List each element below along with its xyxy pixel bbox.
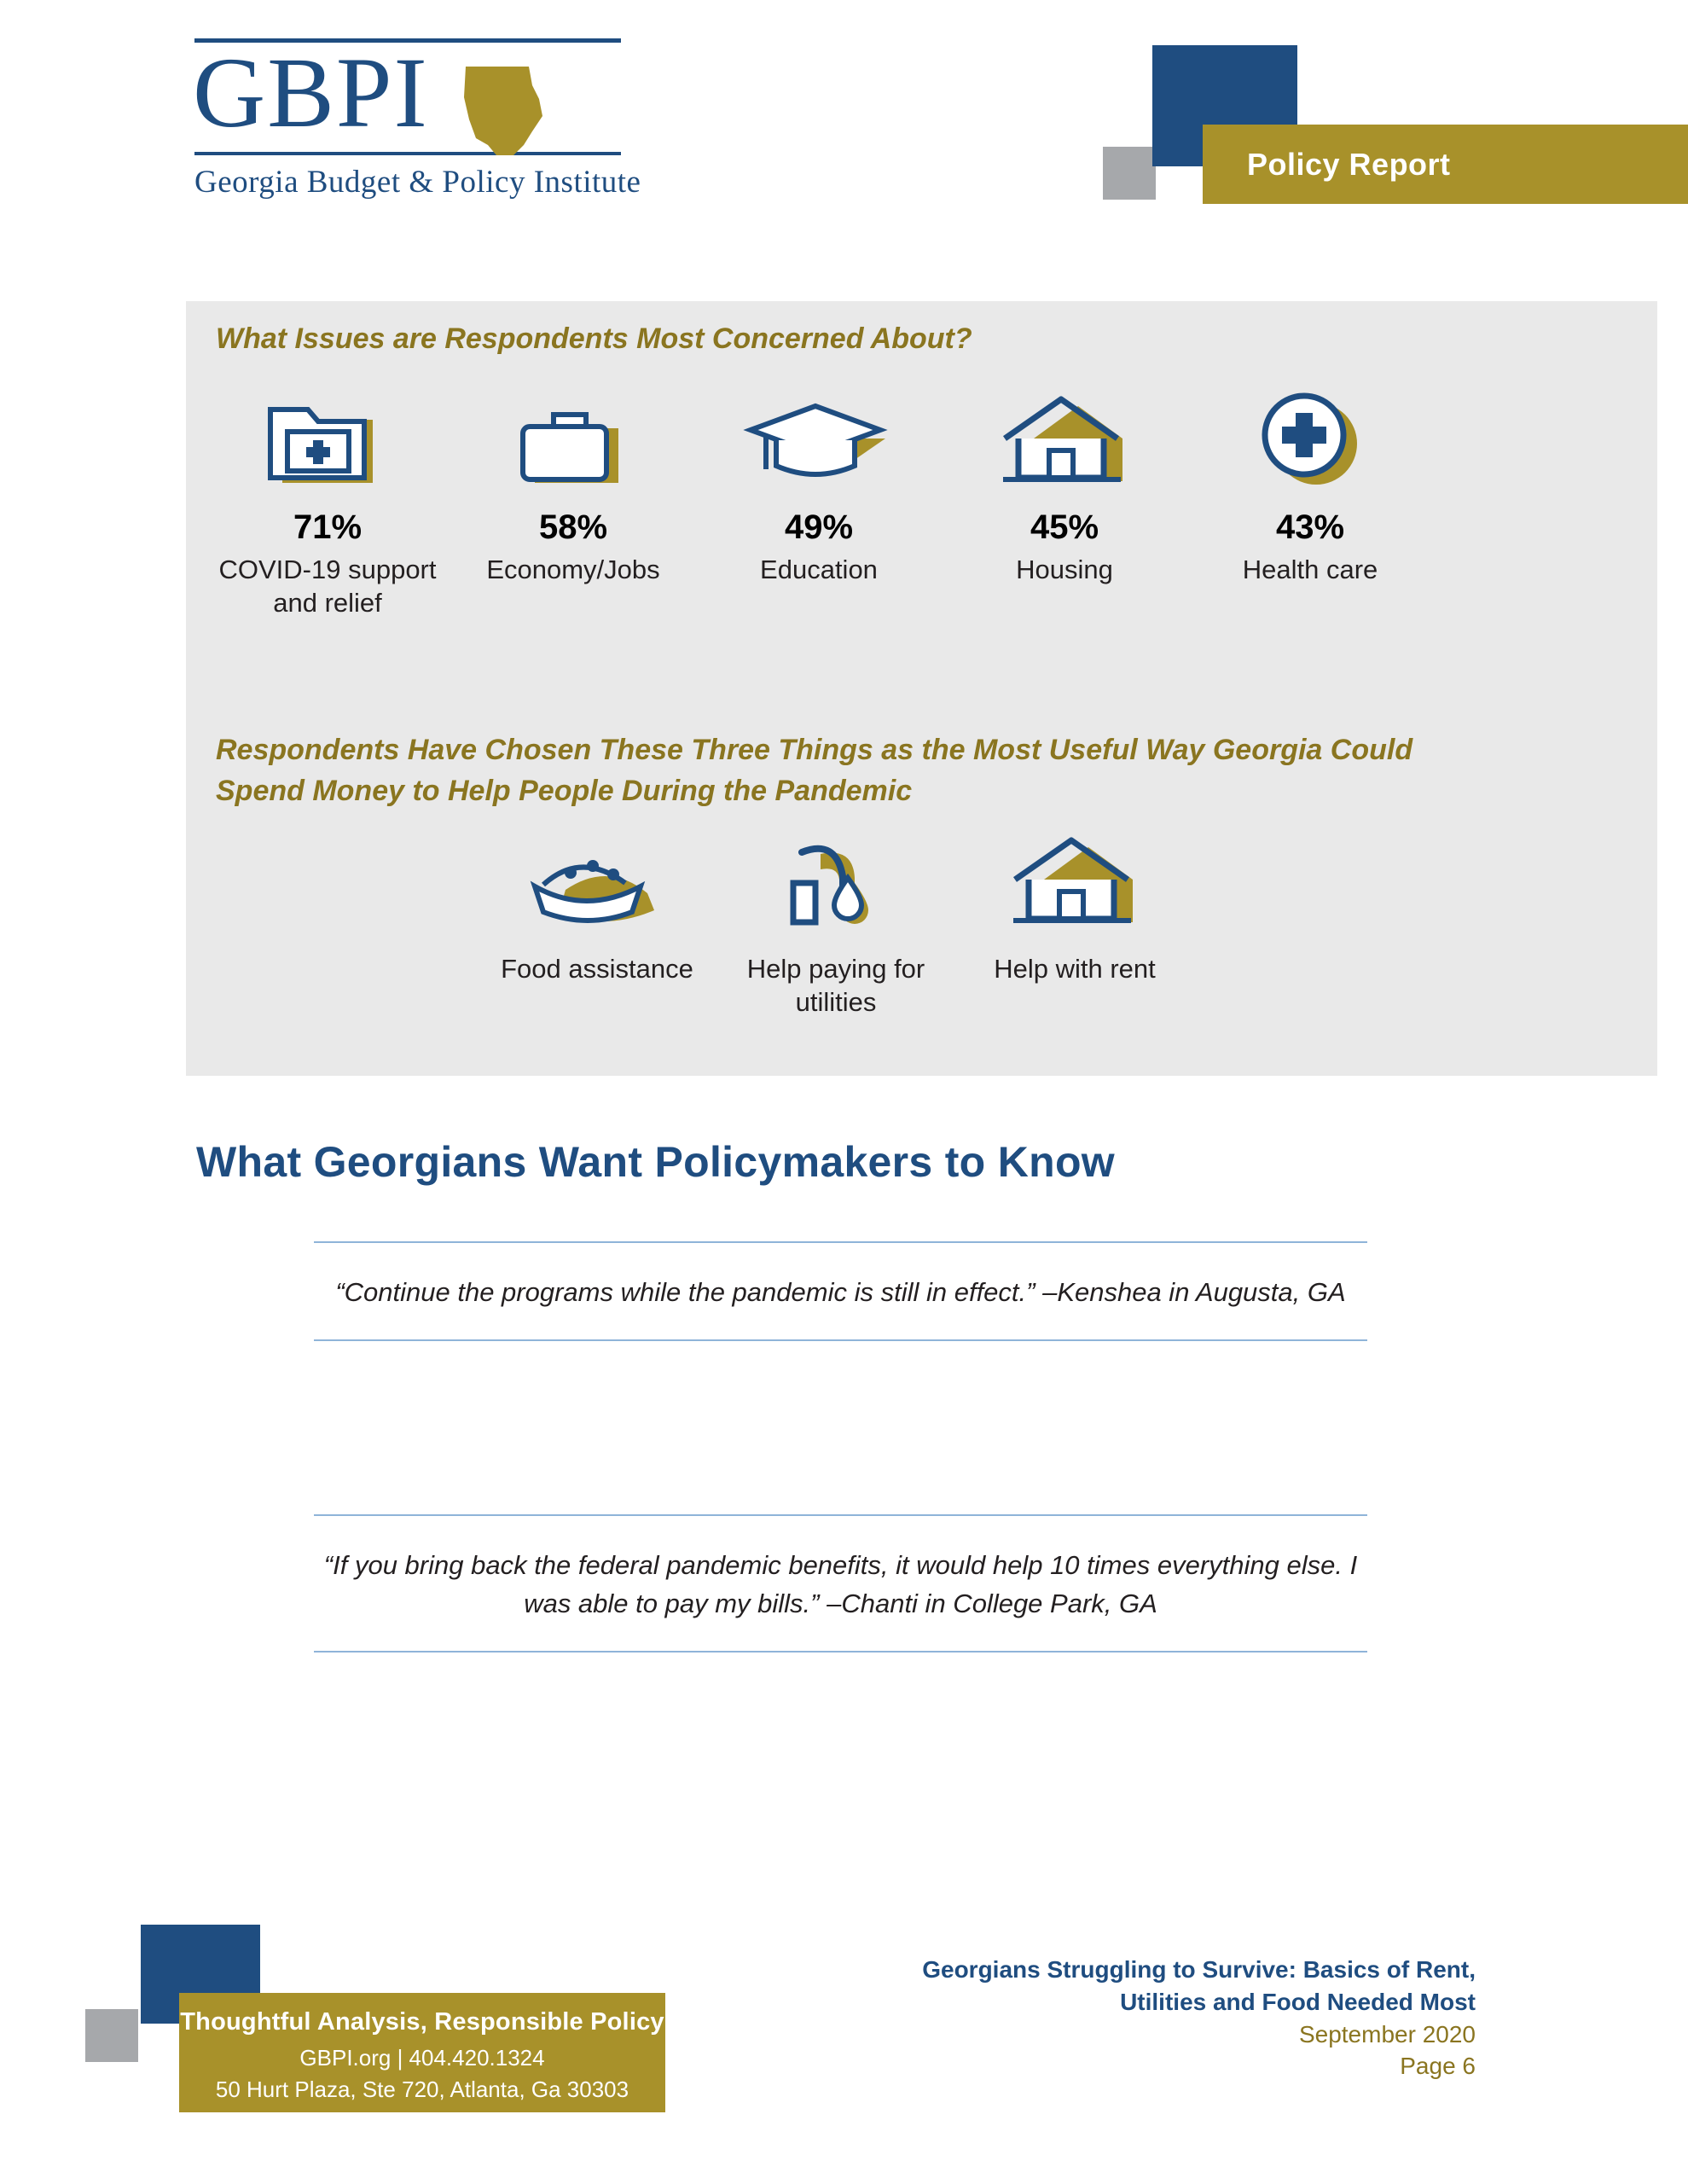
stat-percent: 43%	[1275, 508, 1345, 546]
spend-item	[716, 832, 955, 1019]
footer-tagline: Thoughtful Analysis, Responsible Policy	[180, 2008, 664, 2036]
stat-item	[205, 382, 450, 620]
stat-item	[450, 382, 696, 620]
house-icon	[942, 382, 1187, 493]
spend-label: Help paying for utilities	[746, 954, 925, 1017]
footer-contact: GBPI.org | 404.420.1324	[299, 2045, 545, 2071]
faucet-drop-icon	[716, 832, 955, 934]
footer-address: 50 Hurt Plaza, Ste 720, Atlanta, Ga 30303	[215, 2077, 629, 2102]
quote-text: “Continue the programs while the pandemic is still in effect.” –Kenshea in Augusta, GA	[335, 1277, 1346, 1307]
footer-date: September 2020	[1298, 2020, 1476, 2048]
stat-label: Housing	[1016, 555, 1113, 584]
page-title: What Georgians Want Policymakers to Know	[196, 1138, 1115, 1186]
folder-medical-icon	[205, 382, 450, 493]
gbpi-logo	[186, 38, 647, 200]
medical-cross-circle-icon	[1187, 382, 1433, 493]
stat-label: Education	[760, 555, 878, 584]
spend-item	[478, 832, 716, 1019]
stat-item	[1187, 382, 1433, 620]
spend-label: Food assistance	[501, 954, 693, 984]
spend-item	[955, 832, 1194, 1019]
stat-percent: 71%	[293, 508, 363, 546]
quote-divider-bottom	[314, 1339, 1367, 1341]
spending-icon-row	[478, 832, 1194, 1019]
logo-wordmark-text: GBPI	[193, 37, 429, 148]
logo-subtitle: Georgia Budget & Policy Institute	[194, 165, 641, 200]
footer-gold-block	[179, 1993, 665, 2112]
graduation-cap-icon	[696, 382, 942, 493]
panel-heading-spending: Respondents Have Chosen These Three Things as the Most Useful Way Georgia Could Spend Money to Help People During the Pandemic	[216, 734, 1413, 808]
footer-page-number: Page 6	[1400, 2053, 1476, 2080]
quote-text: “If you bring back the federal pandemic benefits, it would help 10 times everything else. I was able to pay my bills.” –Chanti in College Park, GA	[323, 1550, 1358, 1618]
quote-block	[314, 1241, 1367, 1341]
briefcase-icon	[450, 382, 696, 493]
stat-percent: 49%	[784, 508, 854, 546]
stat-item	[942, 382, 1187, 620]
footer-report-title: Georgians Struggling to Survive: Basics of Rent, Utilities and Food Needed Most	[922, 1956, 1476, 2015]
footer-report-info	[853, 1954, 1476, 2082]
policy-report-badge: Policy Report	[1247, 147, 1451, 182]
stat-label: Economy/Jobs	[486, 555, 660, 584]
house-icon	[955, 832, 1194, 934]
quote-block	[314, 1514, 1367, 1653]
spend-label: Help with rent	[994, 954, 1156, 984]
georgia-state-shape-icon	[450, 60, 553, 162]
panel-heading-concerns: What Issues are Respondents Most Concerned About?	[216, 322, 972, 355]
stat-label: COVID-19 support and relief	[218, 555, 437, 618]
stat-percent: 45%	[1030, 508, 1099, 546]
concerns-stat-row	[205, 382, 1433, 620]
footer-gray-block	[85, 2009, 138, 2062]
logo-wordmark	[186, 37, 647, 152]
stat-label: Health care	[1242, 555, 1378, 584]
stat-item	[696, 382, 942, 620]
header-gray-block	[1103, 147, 1156, 200]
food-bowl-icon	[478, 832, 716, 934]
quote-divider-bottom	[314, 1651, 1367, 1653]
stat-percent: 58%	[538, 508, 608, 546]
